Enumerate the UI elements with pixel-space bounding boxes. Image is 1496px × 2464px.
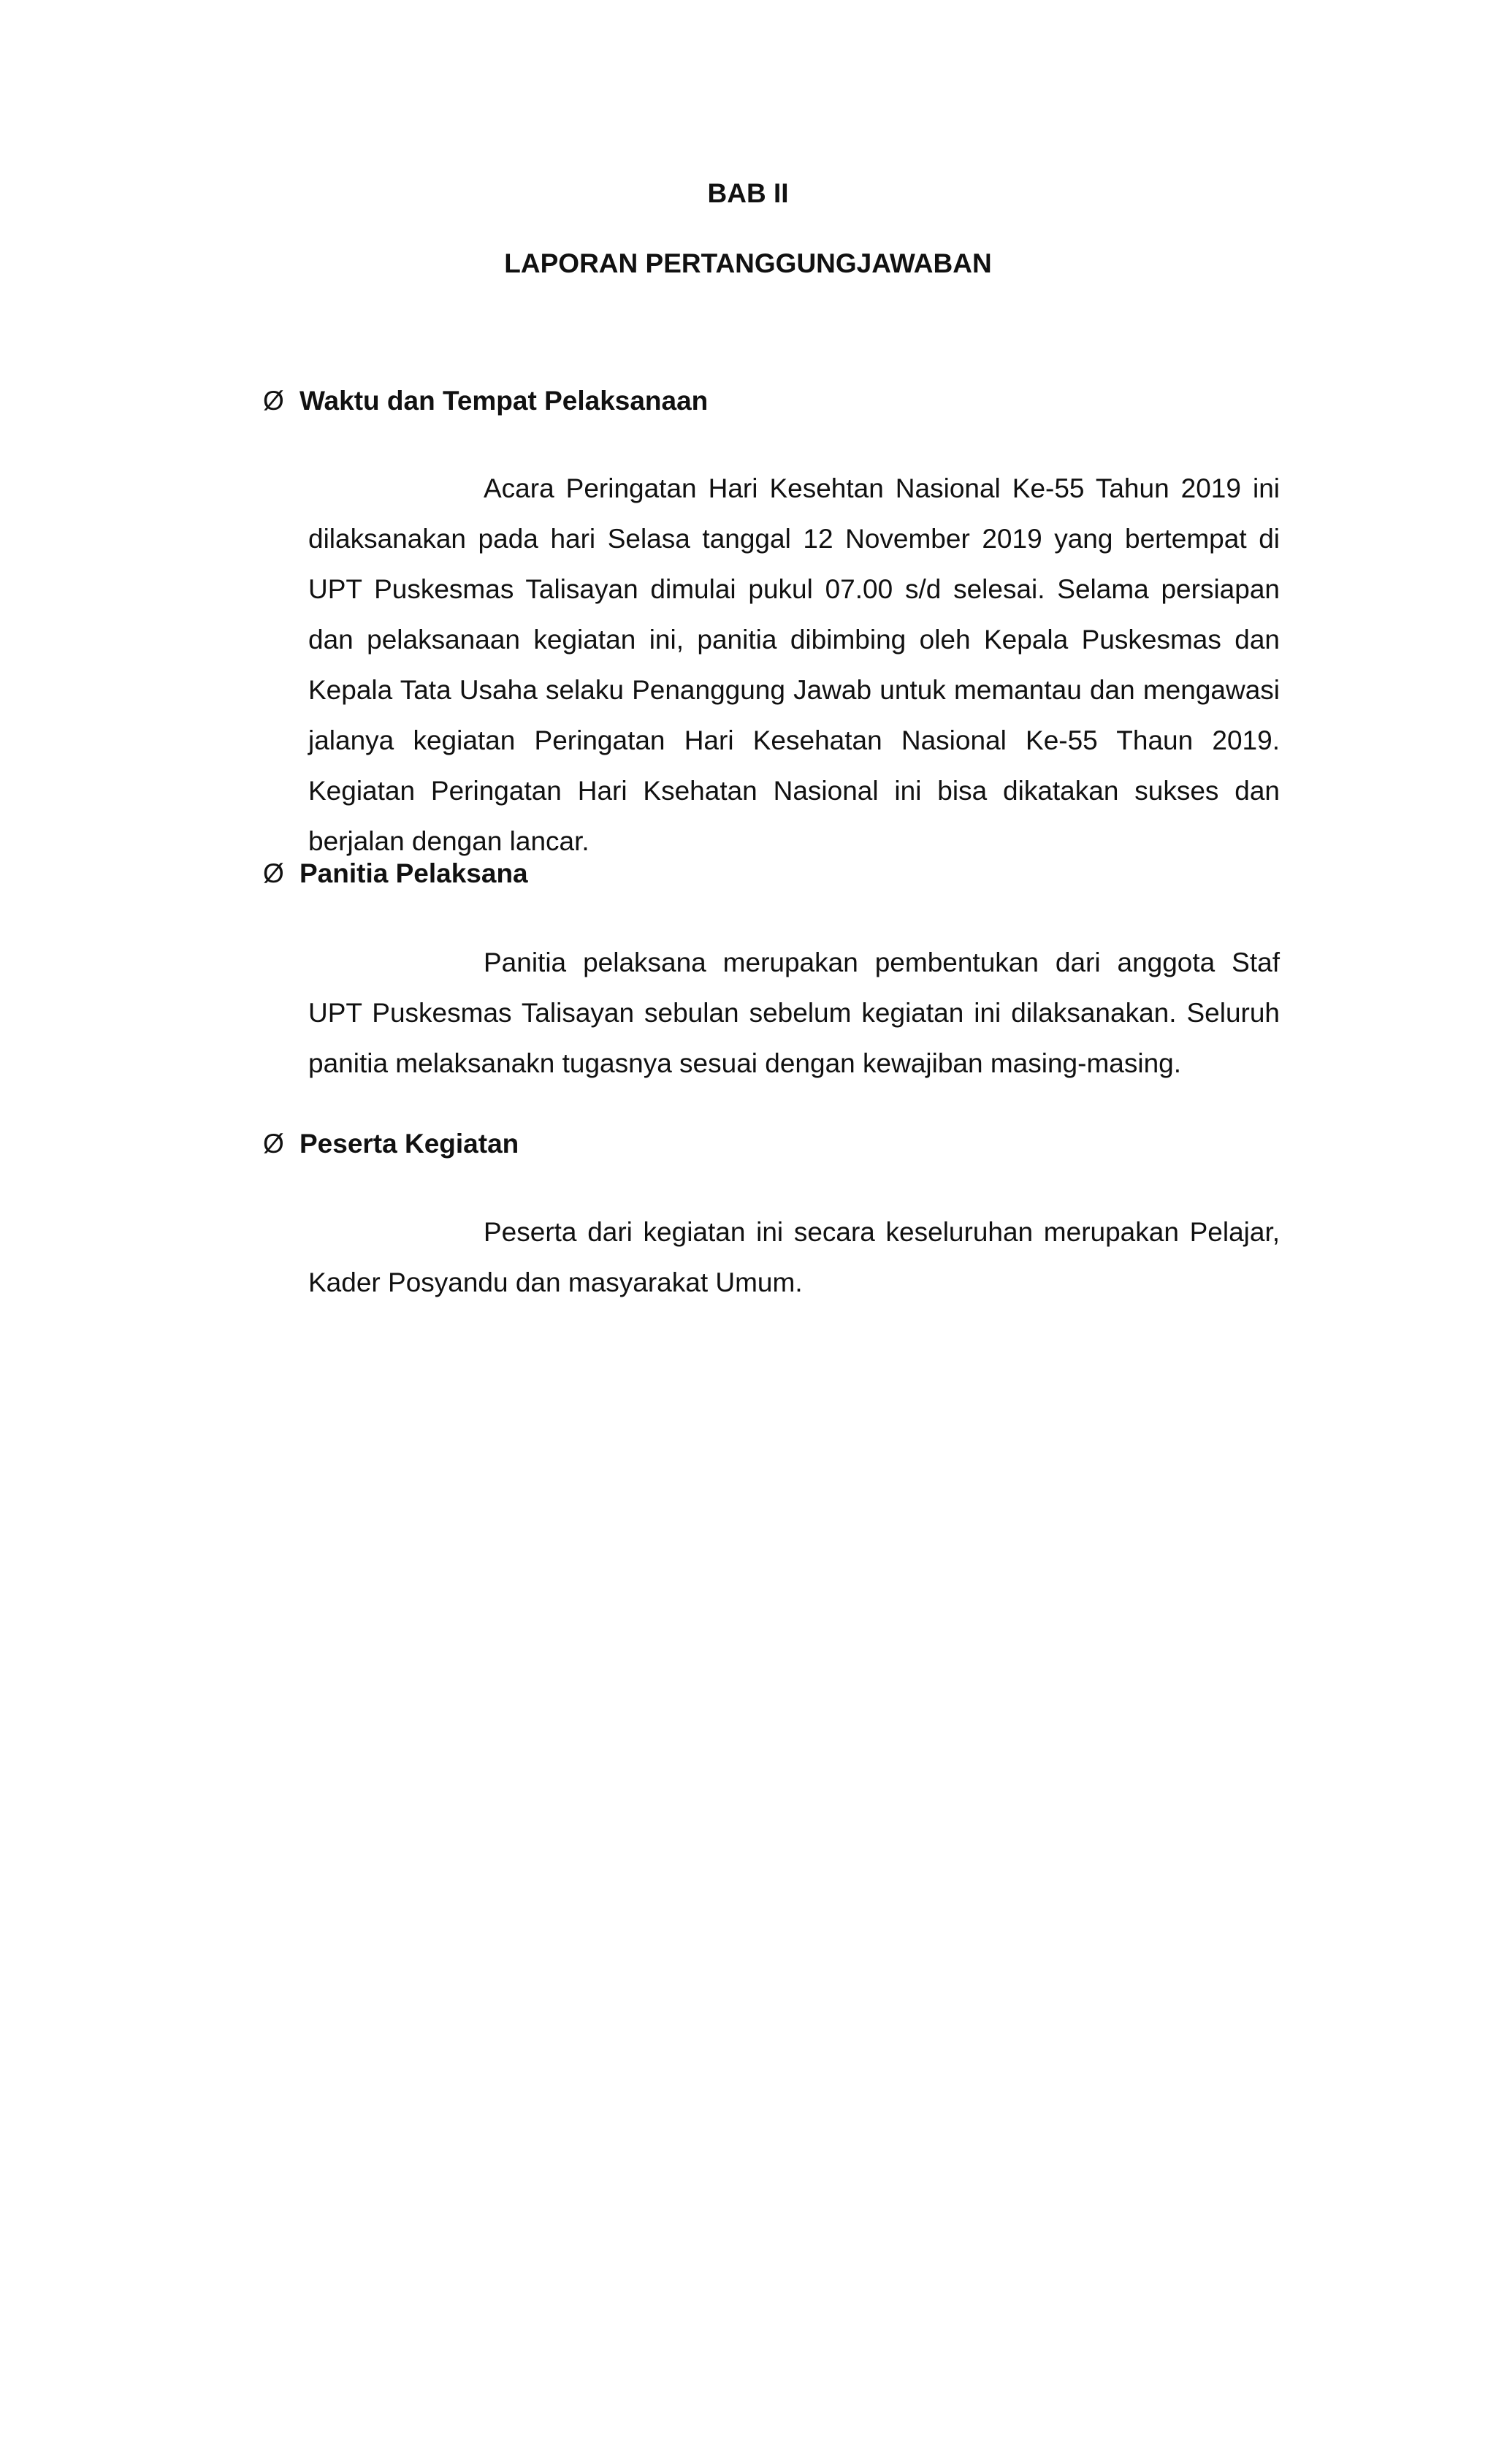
section-body-waktu-tempat: Acara Peringatan Hari Kesehtan Nasional Ke-55 Tahun 2019 ini dilaksanakan pada hari Selasa tanggal 12 November 2019 yang bertempat di UPT Puskesmas Talisayan dimulai pukul 07.00 s/d selesai. Selama persiapan dan pelaksanaan kegiatan ini, panitia dibimbing oleh Kepala Puskesmas dan Kepala Tata Usaha selaku Penanggung Jawab untuk memantau dan mengawasi jalanya kegiatan Peringatan Hari Kesehatan Nasional Ke-55 Thaun 2019. Kegiatan Peringatan Hari Ksehatan Nasional ini bisa dikatakan sukses dan berjalan dengan lancar. [308, 473, 1280, 856]
section-heading-label: Peserta Kegiatan [299, 1129, 519, 1159]
section-body-peserta: Peserta dari kegiatan ini secara keseluruhan merupakan Pelajar, Kader Posyandu dan masyarakat Umum. [308, 1217, 1280, 1297]
bullet-icon: Ø [263, 1129, 284, 1159]
section-heading-panitia [263, 858, 528, 889]
chapter-number: BAB II [707, 178, 789, 208]
section-heading-waktu-tempat [263, 386, 708, 416]
bullet-icon: Ø [263, 386, 284, 416]
section-body-panitia: Panitia pelaksana merupakan pembentukan dari anggota Staf UPT Puskesmas Talisayan sebulan sebelum kegiatan ini dilaksanakan. Seluruh panitia melaksanakn tugasnya sesuai dengan kewajiban masing-masing. [308, 947, 1280, 1078]
section-heading-peserta [263, 1129, 519, 1159]
bullet-icon: Ø [263, 858, 284, 888]
section-heading-label: Panitia Pelaksana [299, 858, 528, 888]
chapter-title: LAPORAN PERTANGGUNGJAWABAN [504, 248, 992, 278]
section-heading-label: Waktu dan Tempat Pelaksanaan [299, 386, 709, 416]
